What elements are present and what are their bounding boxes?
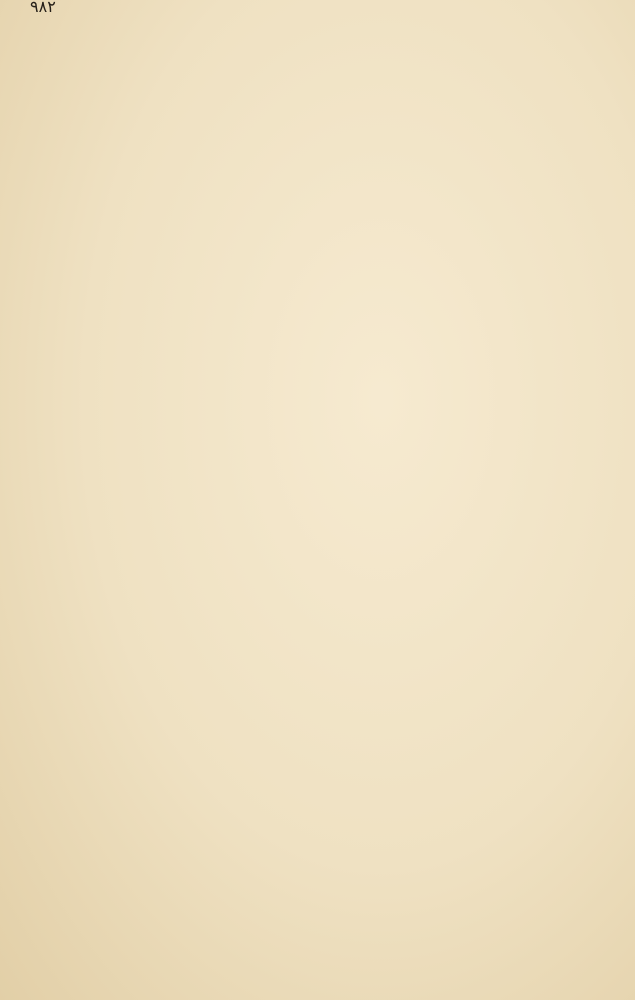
page-number: ٩٨٢: [30, 0, 56, 16]
